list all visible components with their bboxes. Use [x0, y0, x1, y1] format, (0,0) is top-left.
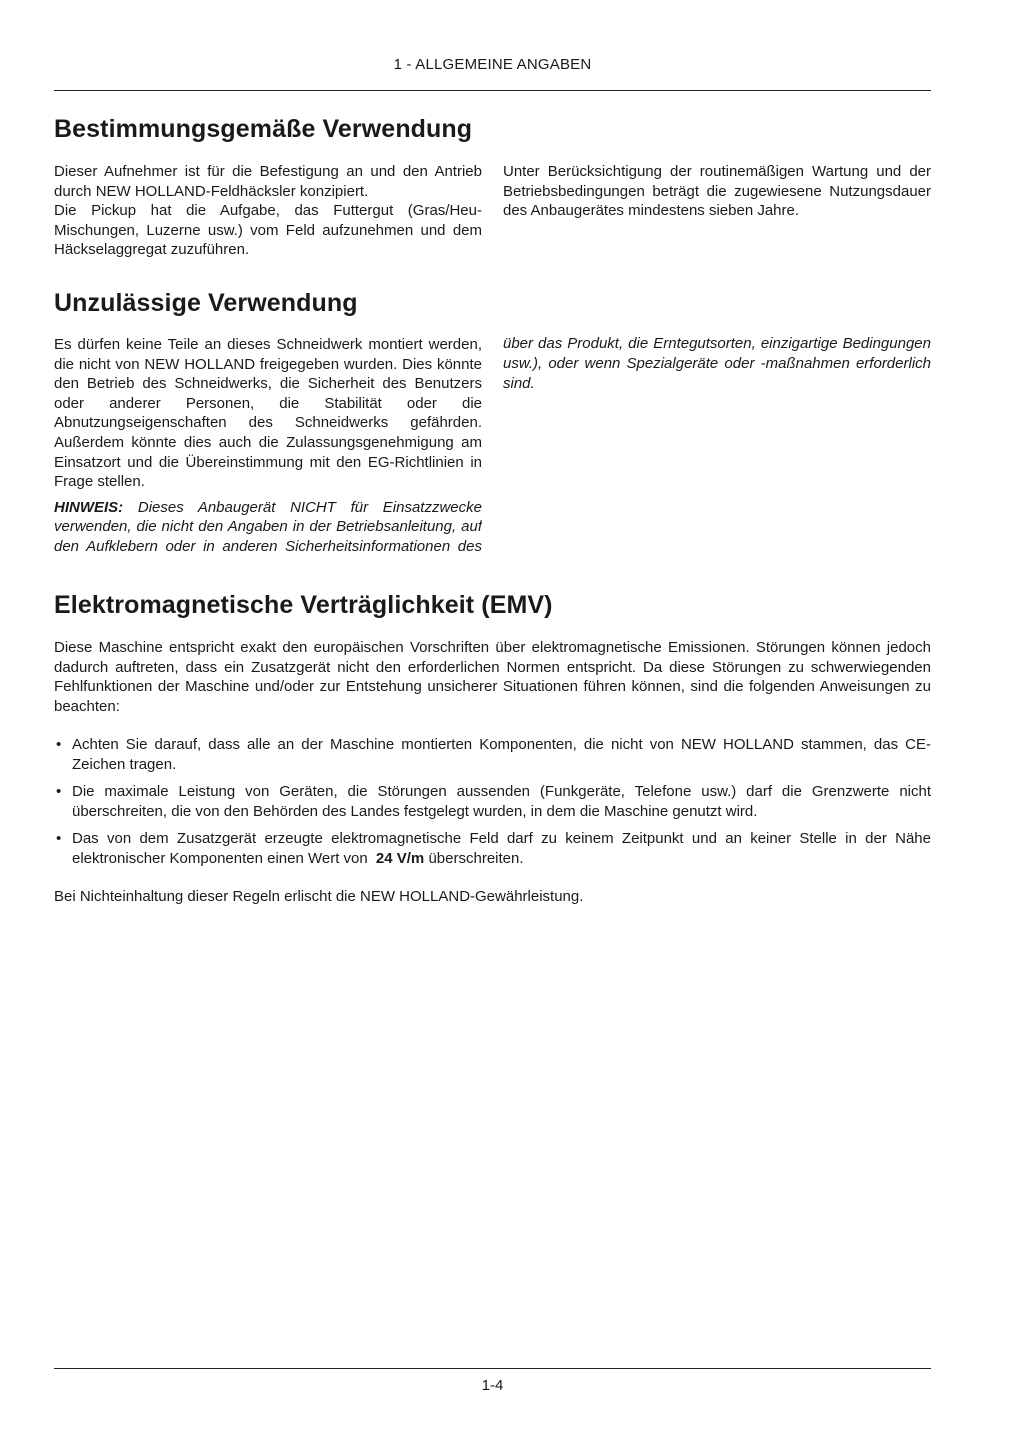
- warranty-note-block: [54, 887, 931, 907]
- warranty-note: Bei Nichteinhaltung dieser Regeln erlischt die NEW HOLLAND-Gewährleistung.: [54, 888, 584, 905]
- list-item: [54, 735, 931, 774]
- section1-right-column: [503, 162, 931, 221]
- section-title-emc: Elektromagnetische Verträglichkeit (EMV): [54, 591, 553, 619]
- emc-intro-paragraph: Diese Maschine entspricht exakt den europäischen Vorschriften über elektromagnetische Emissionen. Störungen können jedoch dadurch auftreten, dass ein Zusatzgerät nicht den erforderlichen Normen entspricht. Da diese Störungen zu schwerwiegenden Fehlfunktionen der Maschine und/oder zur Entstehung unsicherer Situationen führen können, sind die folgenden Anweisungen zu beachten:: [54, 639, 931, 715]
- list-item-text: Achten Sie darauf, dass alle an der Maschine montierten Komponenten, die nicht von NEW HOLLAND stammen, das CE-Zeichen tragen.: [72, 736, 931, 773]
- document-page: [54, 0, 931, 1447]
- bullet-icon: •: [56, 830, 62, 848]
- note-label: HINWEIS:: [54, 498, 124, 516]
- chapter-header: 1 - ALLGEMEINE ANGABEN: [393, 56, 592, 73]
- section1-right-paragraph-1: Unter Berücksichtigung der routinemäßigen Wartung und der Betriebsbedingungen beträgt die zugewiesene Nutzungsdauer des Anbaugerätes mindestens sieben Jahre.: [503, 163, 931, 220]
- list-item: [54, 829, 931, 868]
- bullet-icon: •: [56, 783, 62, 801]
- section1-left-paragraph-1: Dieser Aufnehmer ist für die Befestigung an und den Antrieb durch NEW HOLLAND-Feldhäcksler konzipiert.: [54, 163, 482, 200]
- list-item-text-suffix: überschreiten.: [428, 849, 524, 867]
- section1-left-column: [54, 162, 482, 260]
- emc-requirements-list: [54, 735, 931, 877]
- note-text-continuation: über das Produkt, die Erntegutsorten, einzigartige Bedingungen usw.), oder wenn Spezialgeräte oder -maßnahmen erforderlich sind.: [503, 335, 931, 392]
- field-limit-value: 24 V/m: [375, 849, 425, 867]
- list-item-text-prefix: Das von dem Zusatzgerät erzeugte elektromagnetische Feld darf zu keinem Zeitpunkt und an keiner Stelle in der Nähe elektronischer Komponenten einen Wert von: [72, 830, 931, 867]
- bullet-icon: •: [56, 736, 62, 753]
- header-divider: [54, 90, 931, 91]
- page-number: 1-4: [481, 1377, 504, 1394]
- section2-left-column: [54, 335, 482, 556]
- section2-left-paragraph-1: Es dürfen keine Teile an dieses Schneidwerk montiert werden, die nicht von NEW HOLLAND freigegeben wurden. Dies könnte den Betrieb des Schneidwerks, die Sicherheit des Benutzers oder anderer Personen, die Stabilität oder die Abnutzungseigenschaften des Schneidwerks gefährden. Außerdem könnte dies auch die Zulassungsgenehmigung am Einsatzort und die Übereinstimmung mit den EG-Richtlinien in Frage stellen.: [54, 336, 482, 491]
- list-item: [54, 782, 931, 821]
- section2-right-column: [503, 335, 931, 531]
- note-paragraph-start: [54, 498, 482, 556]
- section-title-intended-use: Bestimmungsgemäße Verwendung: [54, 115, 473, 143]
- footer-divider: [54, 1368, 931, 1369]
- emc-intro-block: [54, 638, 931, 716]
- note-text-part-1: Dieses Anbaugerät NICHT für Einsatzzwecke verwenden, die nicht den Angaben in der Betriebsanleitung, auf den Aufklebern oder in anderen Sicherheitsinformationen des: [54, 498, 482, 555]
- section-title-prohibited-use: Unzulässige Verwendung: [54, 289, 358, 317]
- list-item-text: Die maximale Leistung von Geräten, die Störungen aussenden (Funkgeräte, Telefone usw.) darf die Grenzwerte nicht überschreiten, die von den Behörden des Landes festgelegt wurden, in dem die Maschine genutzt wird.: [72, 783, 931, 820]
- section1-left-paragraph-2: Die Pickup hat die Aufgabe, das Futtergut (Gras/Heu-Mischungen, Luzerne usw.) vom Feld aufzunehmen und dem Häckselaggregat zuzuführen.: [54, 202, 482, 259]
